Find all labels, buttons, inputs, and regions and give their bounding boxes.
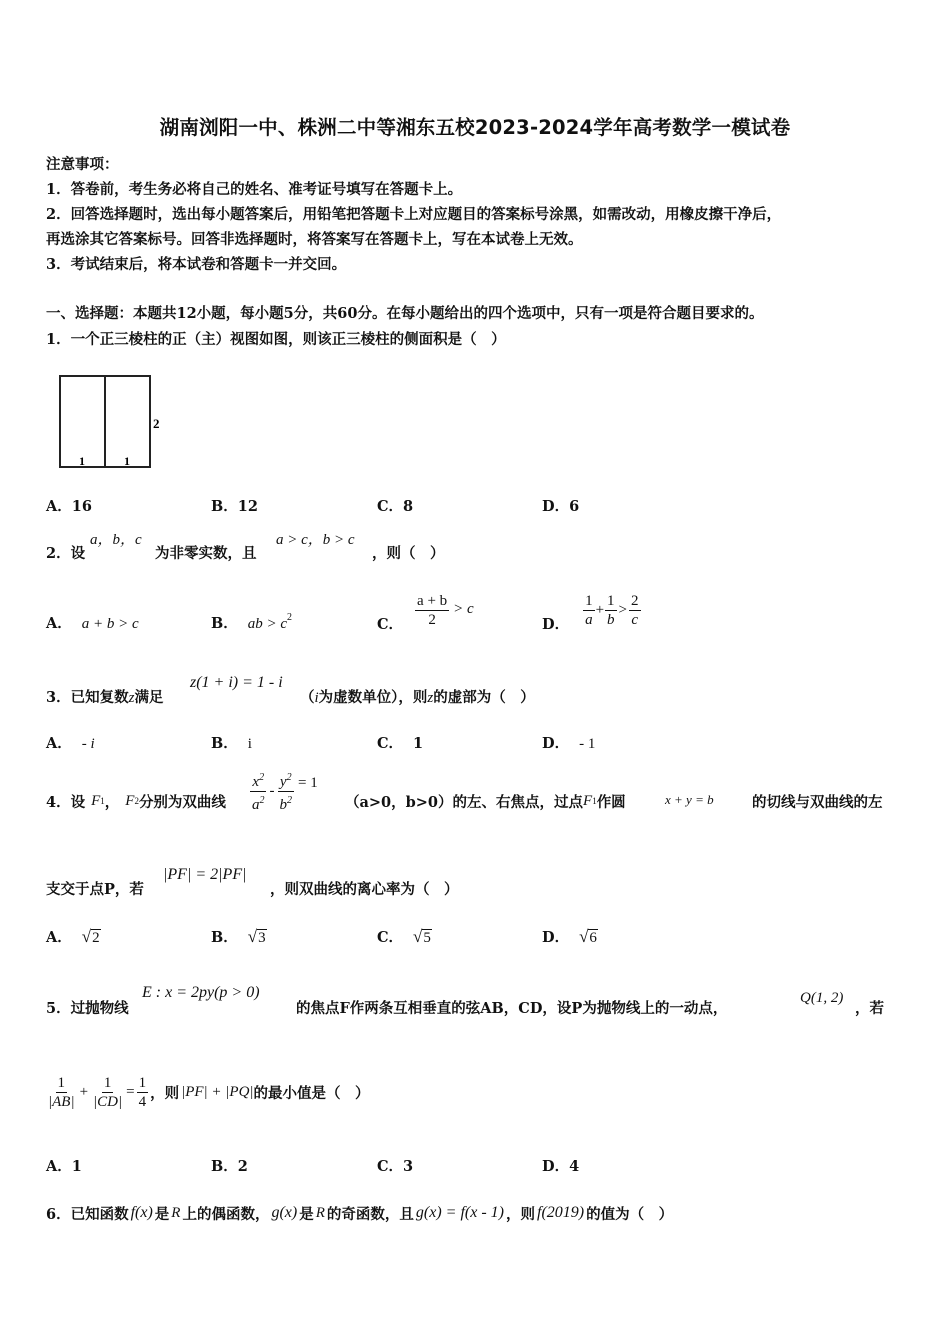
- q5-option-a[interactable]: A．1: [46, 1158, 82, 1175]
- fraction: $\frac{2}{c}$: [631, 592, 639, 628]
- q2-option-c[interactable]: [377, 586, 474, 634]
- q1-option-b[interactable]: B．12: [211, 498, 258, 515]
- q1-option-d[interactable]: D．6: [542, 498, 580, 515]
- q4-circle-equation: x + y = b: [665, 792, 714, 807]
- notice-item: 再选涂其它答案标号。回答非选择题时，将答案写在答题卡上，写在本试卷上无效。: [46, 231, 583, 248]
- figure-label-height: 2: [153, 416, 160, 431]
- fraction: $\frac{1}{a}$: [585, 592, 593, 628]
- q4-abs-condition: |PF| = 2|PF|: [163, 866, 247, 883]
- q3-equation: z(1 + i) = 1 - i: [190, 674, 283, 691]
- q3-stem: 3．已知复数z满足: [46, 689, 164, 706]
- option-letter: D．: [542, 615, 570, 633]
- q1-option-a[interactable]: A．16: [46, 498, 92, 515]
- prism-front-view-figure: [46, 368, 171, 474]
- q4-stem-line1b: （a>0，b>0）的左、右焦点，过点 F 1 作圆: [345, 792, 626, 811]
- q4-stem-line1: 4．设 F 1 ， F 2 分别为双曲线: [46, 792, 226, 811]
- q5-condition: $\frac{1}{|AB|}$ + $\frac{1}{|CD|}$ = $\frac{1}{4}$ ，则 |PF| + |PQ| 的最小值是（ ）: [48, 1074, 370, 1110]
- q4-stem-line2: 支交于点P，若: [46, 881, 144, 898]
- q5-option-d[interactable]: D．4: [542, 1158, 580, 1175]
- q5-point-q: Q(1, 2): [800, 990, 844, 1006]
- q4-stem-line2b: ，则双曲线的离心率为（ ）: [270, 881, 459, 898]
- q4-option-b[interactable]: B． √3: [211, 927, 266, 946]
- q5-stem-part: ，若: [855, 1000, 884, 1017]
- q5-stem-part: 的焦点F作两条互相垂直的弦AB，CD，设P为抛物线上的一动点，: [296, 1000, 728, 1017]
- q4-option-d[interactable]: D． √6: [542, 927, 597, 946]
- figure-label-right: 1: [124, 454, 130, 468]
- q2-stem-part: 为非零实数，且: [155, 545, 257, 562]
- q1-option-c[interactable]: C．8: [377, 498, 414, 515]
- q5-stem-part: 5．过抛物线: [46, 1000, 129, 1017]
- option-letter: B．: [211, 615, 238, 632]
- q2-condition: a > c，b > c: [276, 532, 355, 548]
- q2-stem-part: ，则（ ）: [372, 545, 445, 562]
- q2-stem-part: 2．设: [46, 545, 86, 562]
- q6-stem: 6．已知函数 f(x) 是 R 上的偶函数， g(x) 是 R 的奇函数，且 g(x) = f(x - 1) ，则 f(2019) 的值为（ ）: [46, 1204, 674, 1223]
- fraction: $\frac{1}{b}$: [607, 592, 615, 628]
- q3-option-a[interactable]: A． - i: [46, 735, 95, 752]
- q2-vars: a，b，c: [90, 532, 142, 548]
- q5-parabola-equation: E : x = 2py(p > 0): [142, 984, 260, 1001]
- notice-item: 3．考试结束后，将本试卷和答题卡一并交回。: [46, 256, 347, 273]
- fraction: $\frac{a + b}{2}$: [417, 592, 448, 628]
- notice-item: 1．答卷前，考生务必将自己的姓名、准考证号填写在答题卡上。: [46, 181, 463, 198]
- q4-stem-line1c: 的切线与双曲线的左: [752, 794, 883, 811]
- page-title: 湖南浏阳一中、株洲二中等湘东五校2023-2024学年高考数学一模试卷: [159, 116, 791, 139]
- q3-option-c[interactable]: C． 1: [377, 735, 424, 752]
- q4-option-c[interactable]: C． √5: [377, 927, 431, 946]
- q2-option-d[interactable]: D． $\frac{1}{a}$ + $\frac{1}{b}$ > $\frac{2}{c}$: [542, 592, 639, 633]
- notice-item: 2．回答选择题时，选出每小题答案后，用铅笔把答题卡上对应题目的答案标号涂黑，如需改动，用橡皮擦干净后，: [46, 206, 782, 223]
- option-letter: C．: [377, 615, 404, 633]
- section-heading: 一、选择题：本题共12小题，每小题5分，共60分。在每小题给出的四个选项中，只有一项是符合题目要求的。: [46, 305, 764, 322]
- q3-option-b[interactable]: B． i: [211, 735, 252, 752]
- q2-b-math: ab > c: [247, 616, 288, 632]
- notice-heading: 注意事项：: [46, 156, 119, 173]
- option-letter: A．: [46, 615, 72, 632]
- q5-option-b[interactable]: B．2: [211, 1158, 248, 1175]
- q2-option-a[interactable]: [46, 612, 139, 633]
- q1-stem: 1．一个正三棱柱的正（主）视图如图，则该正三棱柱的侧面积是（ ）: [46, 331, 506, 348]
- q2-a-math: a + b > c: [81, 616, 139, 632]
- q3-option-d[interactable]: D． - 1: [542, 735, 596, 752]
- q4-hyperbola-equation: $\frac{x^2}{a^2}$ - $\frac{y^2}{b^2}$ = 1: [250, 766, 318, 816]
- q4-option-a[interactable]: A． √2: [46, 927, 100, 946]
- figure-label-left: 1: [79, 454, 85, 468]
- q5-option-c[interactable]: C．3: [377, 1158, 414, 1175]
- q3-stem-rest: （i为虚数单位），则z的虚部为（ ）: [300, 689, 535, 706]
- q2-option-b[interactable]: B． ab > $c^2$: [211, 612, 293, 632]
- relation: > c: [453, 600, 474, 617]
